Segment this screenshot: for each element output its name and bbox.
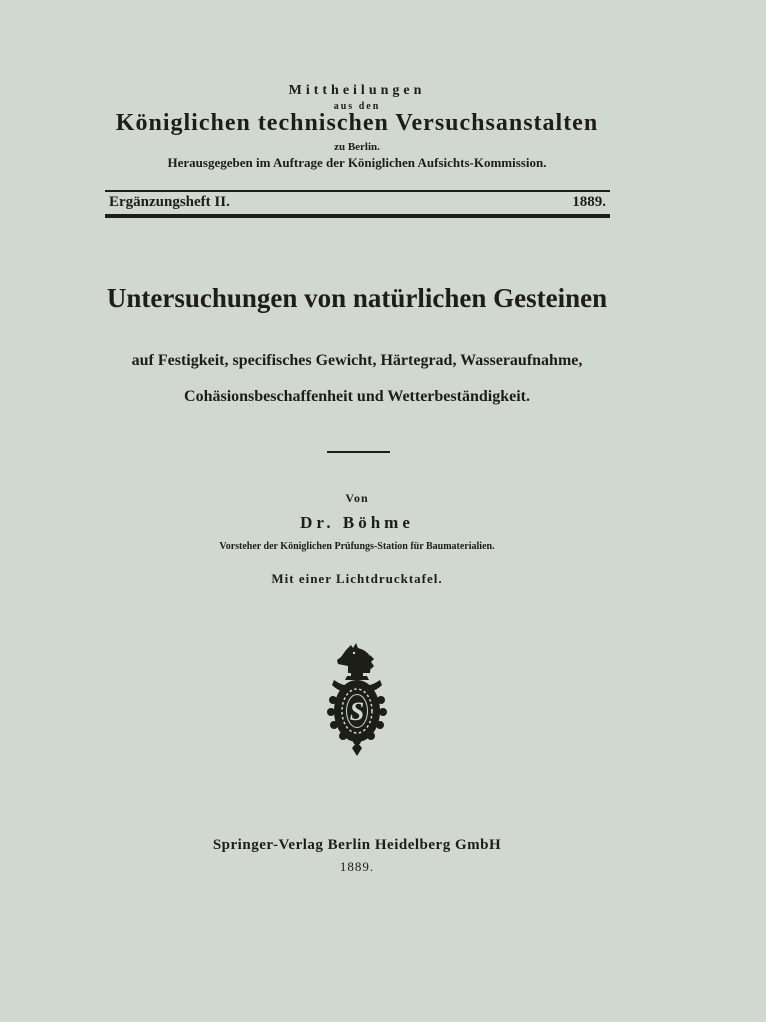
byline-label: Von	[345, 491, 369, 505]
publication-year: 1889.	[339, 859, 375, 874]
issue-year: 1889.	[572, 194, 606, 210]
issue-label: Ergänzungsheft II.	[109, 194, 230, 210]
book-subtitle-line2: Cohäsionsbeschaffenheit und Wetterbeständigkeit.	[184, 388, 530, 405]
springer-knight-emblem	[0, 642, 714, 761]
author-name: Dr. Böhme	[300, 513, 414, 532]
issue-band	[105, 190, 610, 218]
plate-note: Mit einer Lichtdrucktafel.	[271, 571, 443, 586]
publisher-monogram: S	[349, 697, 365, 726]
institution-location: zu Berlin.	[334, 141, 380, 153]
publisher-name: Springer-Verlag Berlin Heidelberg GmbH	[212, 837, 502, 853]
series-title: Mittheilungen	[288, 83, 426, 98]
editor-line: Herausgegeben im Auftrage der Königlichen Aufsichts-Kommission.	[167, 155, 547, 170]
knight-shield-icon	[324, 642, 390, 756]
book-title: Untersuchungen von natürlichen Gesteinen	[106, 283, 608, 313]
divider-rule	[327, 451, 390, 453]
series-subline: aus den	[333, 101, 381, 112]
book-subtitle-line1: auf Festigkeit, specifisches Gewicht, Härtegrad, Wasseraufnahme,	[131, 352, 583, 369]
author-affiliation: Vorsteher der Königlichen Prüfungs-Station für Baumaterialien.	[219, 541, 495, 552]
institution-name: Königlichen technischen Versuchsanstalten	[115, 110, 599, 136]
